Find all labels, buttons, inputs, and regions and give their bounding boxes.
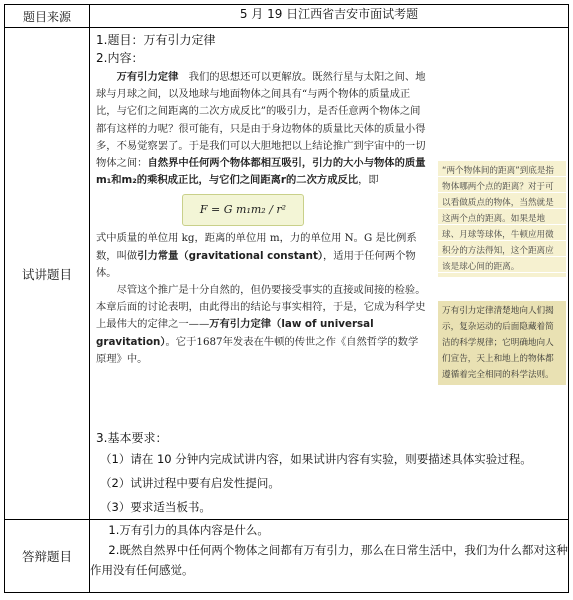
requirement-item-2: （2）试讲过程中要有启发性提问。 bbox=[100, 476, 280, 490]
trial-label: 试讲题目 bbox=[21, 266, 72, 282]
textbook-heading: 万有引力定律 bbox=[116, 71, 179, 83]
gravitation-formula: F = G m₁m₂ / r² bbox=[182, 194, 304, 226]
defense-content-cell bbox=[90, 520, 569, 593]
exam-sheet bbox=[4, 4, 569, 594]
source-label-cell bbox=[5, 5, 90, 28]
requirement-item-1: （1）请在 10 分钟内完成试讲内容，如果试讲内容有实验，则要描述具体实验过程。 bbox=[100, 452, 532, 466]
defense-question-1: 1.万有引力的具体内容是什么。 bbox=[108, 523, 269, 537]
para1-end: ，即 bbox=[358, 174, 379, 187]
defense-question-2: 2.既然自然界中任何两个物体之间都有万有引力，那么在日常生活中，我们为什么都对这种作用没有任何感觉。 bbox=[90, 543, 568, 577]
requirement-item-3: （3）要求适当板书。 bbox=[100, 500, 211, 514]
topic-line: 1.题目：万有引力定律 bbox=[96, 33, 216, 47]
side-note-distance: “两个物体间的距离”到底是指物体哪两个点的距离？对于可以看做质点的物体，当然就是这两个点的距离。如果是地球、月球等球体，牛顿应用微积分的方法得知，这个距离应该是球心间的距离。 bbox=[438, 161, 566, 277]
para3-text-b: 。它于1687年发表在牛顿的传世之作《自然哲学的数学原理》中。 bbox=[96, 335, 419, 365]
para2-text-a: 式中质量的单位用 kg，距离的单位用 m，力的单位用 N。G 是比例系数，叫做 bbox=[96, 232, 417, 262]
para1-text: 我们的思想还可以更解放。既然行星与太阳之间、地球与月球之间，以及地球与地面物体之间具有“与两个物体的质量成正比，与它们之间距离的二次方成反比”的吸引力，是否任意两个物体之间都有这样的力呢？很可能有，只是由于身边物体的质量比天体的质量小得多，不易觉察罢了。于是我们可以大胆地把以上结论推广到宇宙中的一切物体之间： bbox=[96, 71, 426, 170]
source-label: 题目来源 bbox=[22, 9, 71, 24]
source-cell bbox=[90, 5, 569, 28]
gravitational-constant-term: 引力常量（gravitational constant） bbox=[137, 249, 324, 262]
defense-label-cell bbox=[5, 520, 90, 593]
trial-label-cell bbox=[5, 28, 90, 520]
defense-row bbox=[5, 520, 569, 593]
textbook-excerpt bbox=[96, 69, 562, 425]
para3-text-a: 尽管这个推广是十分自然的，但仍要接受事实的直接或间接的检验。本章后面的讨论表明，由此得出的结论与事实相符，于是，它成为科学史上最伟大的定律之一—— bbox=[96, 284, 426, 331]
exam-table bbox=[4, 4, 569, 593]
header-row bbox=[5, 5, 569, 28]
trial-content-cell bbox=[90, 28, 569, 520]
law-name-term: 万有引力定律（law of universal gravitation） bbox=[96, 318, 374, 348]
para2-text-b: ，适用于任何两个物体。 bbox=[96, 249, 416, 279]
para1-law-statement: 自然界中任何两个物体都相互吸引，引力的大小与物体的质量m₁和m₂的乘积成正比，与它们之间距离r的二次方成反比 bbox=[96, 157, 426, 187]
side-note-significance: 万有引力定律清楚地向人们揭示，复杂运动的后面隐藏着简洁的科学规律；它明确地向人们宣告，天上和地上的物体都遵循着完全相同的科学法则。 bbox=[438, 301, 566, 385]
defense-label: 答辩题目 bbox=[21, 549, 72, 564]
textbook-main-text bbox=[96, 69, 428, 368]
requirements-label: 3.基本要求： bbox=[96, 431, 168, 445]
content-label: 2.内容： bbox=[96, 51, 144, 65]
source-text: 5 月 19 日江西省吉安市面试考题 bbox=[239, 7, 419, 21]
trial-row bbox=[5, 28, 569, 520]
